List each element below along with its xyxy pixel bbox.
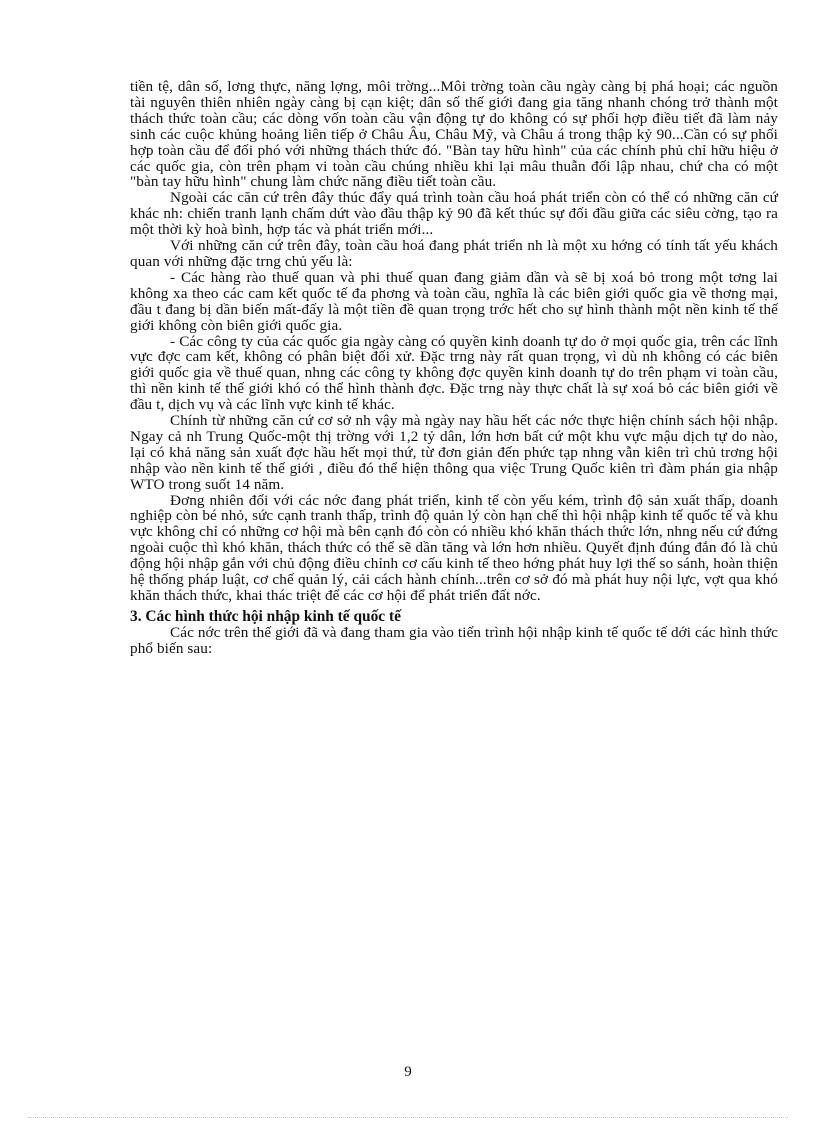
bottom-divider <box>28 1117 788 1118</box>
paragraph-integration-policy: Chính từ những căn cứ cơ sở nh vậy mà ngày nay hầu hết các nớc thực hiện chính sách hội nhập. Ngay cả nh Trung Quốc-một thị trờng với 1,2 tỷ dân, lớn hơn bất cứ một khu vực mậu dịch tự do nào, lại có khả năng sản xuất đợc hầu hết mọi thứ, từ đơn giản đến phức tạp nhng vẫn kiên trì chủ trơng hội nhập vào nền kinh tế thế giới , điều đó thể hiện thông qua việc Trung Quốc kiên trì đàm phán gia nhập WTO trong suốt 14 năm. <box>130 412 778 493</box>
section-heading: 3. Các hình thức hội nhập kinh tế quốc tế <box>130 607 401 625</box>
paragraph-continuation: tiền tệ, dân số, lơng thực, năng lợng, môi trờng...Môi trờng toàn cầu ngày càng bị phá hoại; các nguồn tài nguyên thiên nhiên ngày càng bị cạn kiệt; dân số thế giới đang gia tăng nhanh chóng trở thành một thách thức toàn cầu; các dòng vốn toàn cầu vận động tự do không có sự phối hợp điều tiết đã làm nảy sinh các cuộc khủng hoảng liên tiếp ở Châu Âu, Châu Mỹ, và Châu á trong thập kỷ 90...Cần có sự phối hợp toàn cầu để đối phó với những thách thức đó. "Bàn tay hữu hình" của các chính phủ chỉ hữu hiệu ở các quốc gia, còn trên phạm vi toàn cầu chúng nhiều khi lại mâu thuẫn đối lập nhau, chứ cha có một "bàn tay hữu hình" chung làm chức năng điều tiết toàn cầu. <box>130 78 778 191</box>
paragraph-section-intro: Các nớc trên thế giới đã và đang tham gia vào tiến trình hội nhập kinh tế quốc tế dới các hình thức phổ biến sau: <box>130 623 778 657</box>
paragraph-developing-countries: Đơng nhiên đối với các nớc đang phát triển, kinh tế còn yếu kém, trình độ sản xuất thấp, doanh nghiệp còn bé nhỏ, sức cạnh tranh thấp, trình độ quản lý còn hạn chế thì hội nhập kinh tế quốc tế và khu vực không chỉ có những cơ hội mà bên cạnh đó còn có nhiều khó khăn thách thức lớn, nhng nếu cứ đứng ngoài cuộc thì khó khăn, thách thức có thể sẽ dần tăng và lớn hơn nhiều. Quyết định đúng đắn đó là chủ động hội nhập gắn với chủ động điều chỉnh cơ cấu kinh tế theo hớng phát huy lợi thế so sánh, hoàn thiện hệ thống pháp luật, cơ chế quản lý, cải cách hành chính...trên cơ sở đó mà phát huy nội lực, vợt qua khó khăn thách thức, khai thác triệt để các cơ hội để phát triển đất nớc. <box>130 491 778 604</box>
paragraph-tariff-barriers: - Các hàng rào thuế quan và phi thuế quan đang giảm dần và sẽ bị xoá bỏ trong một tơng lai không xa theo các cam kết quốc tế đa phơng và toàn cầu, nghĩa là các biên giới quốc gia về thơng mại, đầu t đang bị dần biến mất-đấy là một tiền đề quan trọng trớc hết cho sự hình thành một nền kinh tế thế giới không còn biên giới quốc gia. <box>130 268 778 334</box>
paragraph-other-grounds: Ngoài các căn cứ trên đây thúc đẩy quá trình toàn cầu hoá phát triển còn có thể có những căn cứ khác nh: chiến tranh lạnh chấm dứt vào đầu thập kỷ 90 đã kết thúc sự đối đầu giữa các siêu cờng, tạo ra một thời kỳ hoà bình, hợp tác và phát triển mới... <box>130 189 778 239</box>
paragraph-business-freedom: - Các công ty của các quốc gia ngày càng có quyền kinh doanh tự do ở mọi quốc gia, trên các lĩnh vực đợc cam kết, không có phân biệt đối xử. Đặc trng này rất quan trọng, vì dù nh không có các biên giới quốc gia về thuế quan, nhng các công ty không đợc quyền kinh doanh tự do trên phạm vi toàn cầu, thì nền kinh tế thế giới khó có thể hình thành đợc. Đặc trng này thực chất là sự xoá bỏ các biên giới về đầu t, dịch vụ và các lĩnh vực kinh tế khác. <box>130 332 778 414</box>
paragraph-globalization-trend: Với những căn cứ trên đây, toàn cầu hoá đang phát triển nh là một xu hớng có tính tất yếu khách quan với những đặc trng chủ yếu là: <box>130 237 778 270</box>
page-body <box>130 79 778 657</box>
page-number: 9 <box>404 1064 412 1080</box>
